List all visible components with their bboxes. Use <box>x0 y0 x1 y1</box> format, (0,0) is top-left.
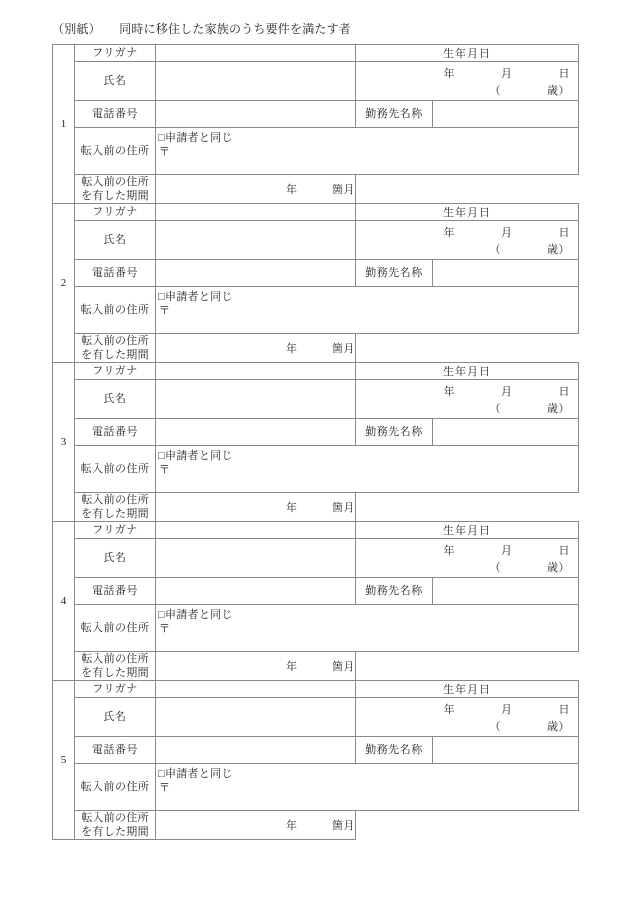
table-row <box>53 446 579 493</box>
input-address-before[interactable] <box>156 128 579 175</box>
period-row-empty-area <box>356 811 579 840</box>
label-residency-period-line1: 転入前の住所 <box>81 494 149 506</box>
table-row <box>53 605 579 652</box>
label-workplace: 勤務先名称 <box>356 419 433 446</box>
input-phone[interactable] <box>156 578 356 605</box>
input-name[interactable] <box>156 698 356 737</box>
label-phone: 電話番号 <box>75 101 156 128</box>
table-row <box>53 363 579 380</box>
table-row <box>53 380 579 419</box>
label-residency-period <box>75 652 156 681</box>
input-name[interactable] <box>156 380 356 419</box>
same-as-applicant-checkbox[interactable]: □申請者と同じ <box>158 609 233 621</box>
period-row-empty-area <box>356 652 579 681</box>
input-residency-period[interactable]: 年 箇月 <box>156 175 356 204</box>
input-name[interactable] <box>156 62 356 101</box>
input-workplace[interactable] <box>433 578 579 605</box>
label-name: 氏名 <box>75 380 156 419</box>
birthdate-units: 年 月 日 <box>443 68 570 80</box>
block-number: 5 <box>53 681 75 840</box>
block-number: 2 <box>53 204 75 363</box>
label-residency-period-line2: を有した期間 <box>81 190 149 202</box>
input-address-before[interactable] <box>156 605 579 652</box>
label-address-before: 転入前の住所 <box>75 287 156 334</box>
input-furigana[interactable] <box>156 204 356 221</box>
label-name: 氏名 <box>75 698 156 737</box>
birthdate-units: 年 月 日 <box>443 227 570 239</box>
label-birthdate: 生年月日 <box>356 363 579 380</box>
label-residency-period-line2: を有した期間 <box>81 349 149 361</box>
label-workplace: 勤務先名称 <box>356 101 433 128</box>
birthdate-units: 年 月 日 <box>443 545 570 557</box>
input-residency-period[interactable]: 年 箇月 <box>156 652 356 681</box>
period-row-empty-area <box>356 493 579 522</box>
label-residency-period-line1: 転入前の住所 <box>81 335 149 347</box>
label-workplace: 勤務先名称 <box>356 578 433 605</box>
label-phone: 電話番号 <box>75 578 156 605</box>
input-furigana[interactable] <box>156 522 356 539</box>
input-birthdate[interactable] <box>356 698 579 737</box>
label-residency-period <box>75 811 156 840</box>
table-row <box>53 260 579 287</box>
label-residency-period-line1: 転入前の住所 <box>81 812 149 824</box>
label-residency-period <box>75 175 156 204</box>
age-units: （ 歳） <box>489 403 570 415</box>
label-address-before: 転入前の住所 <box>75 764 156 811</box>
same-as-applicant-checkbox[interactable]: □申請者と同じ <box>158 768 233 780</box>
label-birthdate: 生年月日 <box>356 522 579 539</box>
label-phone: 電話番号 <box>75 260 156 287</box>
input-workplace[interactable] <box>433 419 579 446</box>
same-as-applicant-checkbox[interactable]: □申請者と同じ <box>158 450 233 462</box>
table-row <box>53 681 579 698</box>
block-number: 3 <box>53 363 75 522</box>
input-address-before[interactable] <box>156 446 579 493</box>
same-as-applicant-checkbox[interactable]: □申請者と同じ <box>158 132 233 144</box>
postal-code-mark: 〒 <box>159 623 171 635</box>
input-residency-period[interactable]: 年 箇月 <box>156 493 356 522</box>
table-row <box>53 522 579 539</box>
birthdate-units: 年 月 日 <box>443 386 570 398</box>
table-row <box>53 334 579 363</box>
input-residency-period[interactable]: 年 箇月 <box>156 334 356 363</box>
age-units: （ 歳） <box>489 562 570 574</box>
table-row <box>53 101 579 128</box>
label-furigana: フリガナ <box>75 522 156 539</box>
block-number: 4 <box>53 522 75 681</box>
table-body <box>53 45 579 840</box>
label-birthdate: 生年月日 <box>356 204 579 221</box>
table-row <box>53 204 579 221</box>
table-row <box>53 45 579 62</box>
table-row <box>53 62 579 101</box>
input-phone[interactable] <box>156 260 356 287</box>
input-furigana[interactable] <box>156 363 356 380</box>
label-residency-period <box>75 493 156 522</box>
age-units: （ 歳） <box>489 721 570 733</box>
label-furigana: フリガナ <box>75 45 156 62</box>
input-residency-period[interactable]: 年 箇月 <box>156 811 356 840</box>
input-birthdate[interactable] <box>356 539 579 578</box>
label-name: 氏名 <box>75 62 156 101</box>
table-row <box>53 175 579 204</box>
label-residency-period-line2: を有した期間 <box>81 508 149 520</box>
postal-code-mark: 〒 <box>159 782 171 794</box>
table-row <box>53 764 579 811</box>
table-row <box>53 493 579 522</box>
input-name[interactable] <box>156 539 356 578</box>
label-name: 氏名 <box>75 221 156 260</box>
label-residency-period-line2: を有した期間 <box>81 667 149 679</box>
input-phone[interactable] <box>156 737 356 764</box>
label-address-before: 転入前の住所 <box>75 446 156 493</box>
table-row <box>53 419 579 446</box>
age-units: （ 歳） <box>489 244 570 256</box>
table-row <box>53 221 579 260</box>
table-row <box>53 128 579 175</box>
age-units: （ 歳） <box>489 85 570 97</box>
input-workplace[interactable] <box>433 737 579 764</box>
birthdate-units: 年 月 日 <box>443 704 570 716</box>
label-furigana: フリガナ <box>75 204 156 221</box>
input-phone[interactable] <box>156 101 356 128</box>
input-workplace[interactable] <box>433 260 579 287</box>
label-address-before: 転入前の住所 <box>75 605 156 652</box>
input-birthdate[interactable] <box>356 380 579 419</box>
table-row <box>53 737 579 764</box>
label-phone: 電話番号 <box>75 419 156 446</box>
label-residency-period-line1: 転入前の住所 <box>81 176 149 188</box>
table-row <box>53 652 579 681</box>
input-birthdate[interactable] <box>356 221 579 260</box>
label-residency-period-line2: を有した期間 <box>81 826 149 838</box>
period-row-empty-area <box>356 334 579 363</box>
input-address-before[interactable] <box>156 764 579 811</box>
table-row <box>53 698 579 737</box>
table-row <box>53 287 579 334</box>
label-workplace: 勤務先名称 <box>356 737 433 764</box>
family-members-table <box>52 44 579 840</box>
same-as-applicant-checkbox[interactable]: □申請者と同じ <box>158 291 233 303</box>
label-residency-period-line1: 転入前の住所 <box>81 653 149 665</box>
page-title: （別紙） 同時に移住した家族のうち要件を満たす者 <box>52 22 352 36</box>
label-address-before: 転入前の住所 <box>75 128 156 175</box>
label-phone: 電話番号 <box>75 737 156 764</box>
input-birthdate[interactable] <box>356 62 579 101</box>
postal-code-mark: 〒 <box>159 146 171 158</box>
input-workplace[interactable] <box>433 101 579 128</box>
postal-code-mark: 〒 <box>159 305 171 317</box>
label-workplace: 勤務先名称 <box>356 260 433 287</box>
block-number: 1 <box>53 45 75 204</box>
table-row <box>53 811 579 840</box>
input-phone[interactable] <box>156 419 356 446</box>
input-name[interactable] <box>156 221 356 260</box>
period-row-empty-area <box>356 175 579 204</box>
table-row <box>53 539 579 578</box>
label-birthdate: 生年月日 <box>356 45 579 62</box>
label-residency-period <box>75 334 156 363</box>
table-row <box>53 578 579 605</box>
label-furigana: フリガナ <box>75 681 156 698</box>
label-birthdate: 生年月日 <box>356 681 579 698</box>
input-furigana[interactable] <box>156 681 356 698</box>
label-name: 氏名 <box>75 539 156 578</box>
label-furigana: フリガナ <box>75 363 156 380</box>
input-furigana[interactable] <box>156 45 356 62</box>
postal-code-mark: 〒 <box>159 464 171 476</box>
input-address-before[interactable] <box>156 287 579 334</box>
